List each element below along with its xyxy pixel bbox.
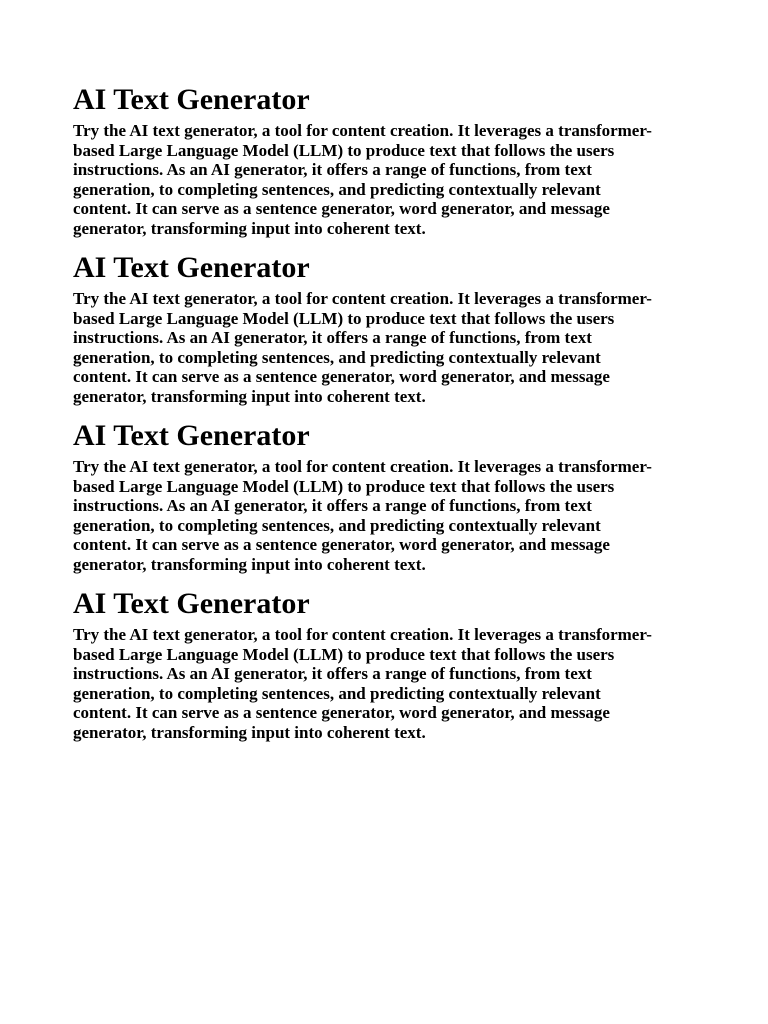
paragraph-line: instructions. As an AI generator, it offers a range of functions, from text [73,496,592,515]
paragraph-line: generation, to completing sentences, and predicting contextually relevant [73,683,601,703]
paragraph-line: based Large Language Model (LLM) to produce text that follows the users [73,308,615,328]
paragraph-line: generation, to completing sentences, and predicting contextually relevant [73,515,601,535]
paragraph-line: instructions. As an AI generator, it offers a range of functions, from text [73,664,592,683]
paragraph-line: generator, transforming input into coherent text. [73,386,426,406]
section-heading: AI Text Generator [73,419,310,452]
paragraph-line: Try the AI text generator, a tool for content creation. It leverages a transformer- [73,457,652,476]
paragraph-line: Try the AI text generator, a tool for content creation. It leverages a transformer- [73,625,652,644]
paragraph-line: based Large Language Model (LLM) to produce text that follows the users [73,140,615,160]
section-2 [73,250,698,406]
paragraph-line: generator, transforming input into coherent text. [73,722,426,742]
paragraph-line: content. It can serve as a sentence generator, word generator, and message [73,535,610,554]
section-paragraph [73,121,698,238]
paragraph-line: based Large Language Model (LLM) to produce text that follows the users [73,476,615,496]
section-paragraph [73,625,698,742]
section-4 [73,586,698,742]
section-heading: AI Text Generator [73,83,310,116]
document-page [73,82,698,754]
paragraph-line: generator, transforming input into coherent text. [73,554,426,574]
section-heading: AI Text Generator [73,251,310,284]
paragraph-line: content. It can serve as a sentence generator, word generator, and message [73,199,610,218]
section-paragraph [73,457,698,574]
paragraph-line: based Large Language Model (LLM) to produce text that follows the users [73,644,615,664]
paragraph-line: content. It can serve as a sentence generator, word generator, and message [73,367,610,386]
paragraph-line: generation, to completing sentences, and predicting contextually relevant [73,347,601,367]
paragraph-line: content. It can serve as a sentence generator, word generator, and message [73,703,610,722]
paragraph-line: generation, to completing sentences, and predicting contextually relevant [73,179,601,199]
section-paragraph [73,289,698,406]
section-heading: AI Text Generator [73,587,310,620]
paragraph-line: instructions. As an AI generator, it offers a range of functions, from text [73,328,592,347]
paragraph-line: generator, transforming input into coherent text. [73,218,426,238]
section-1 [73,82,698,238]
paragraph-line: Try the AI text generator, a tool for content creation. It leverages a transformer- [73,289,652,308]
paragraph-line: Try the AI text generator, a tool for content creation. It leverages a transformer- [73,121,652,140]
paragraph-line: instructions. As an AI generator, it offers a range of functions, from text [73,160,592,179]
section-3 [73,418,698,574]
